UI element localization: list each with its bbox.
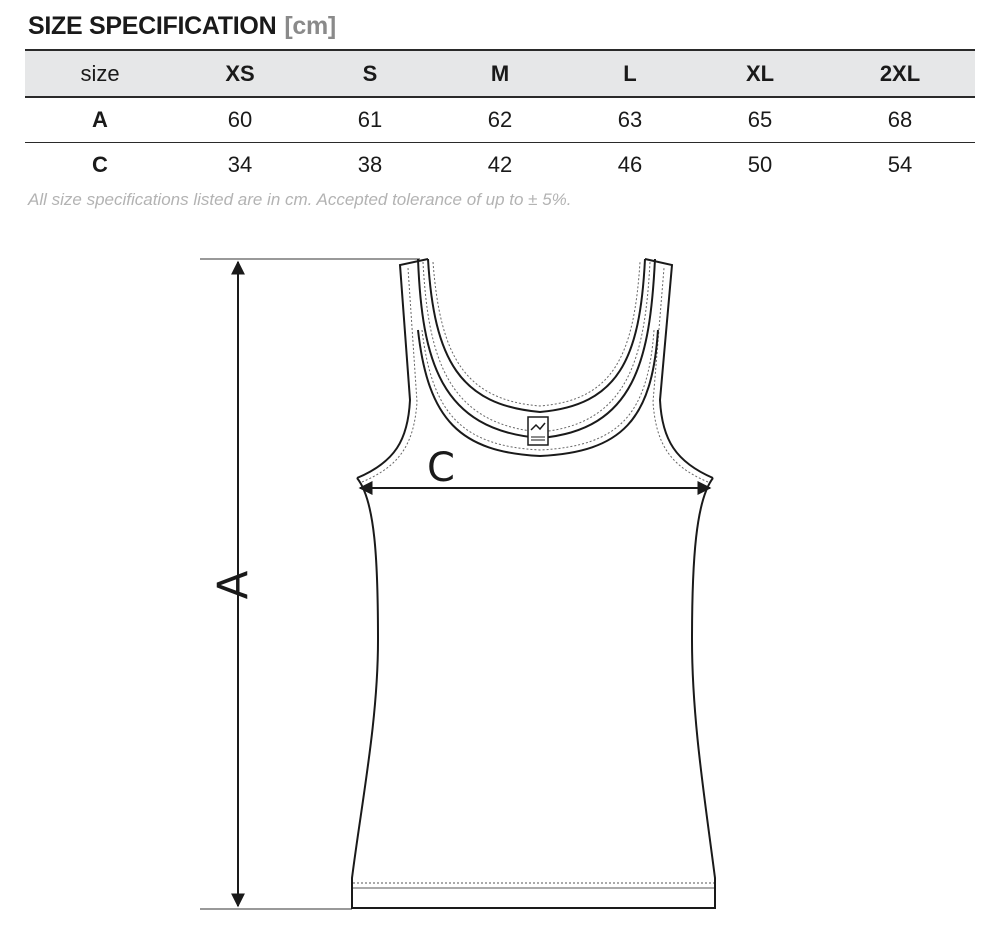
neck-label — [528, 417, 548, 445]
header-size-m: M — [435, 50, 565, 97]
header-size-xl: XL — [695, 50, 825, 97]
garment-body-outline — [352, 478, 715, 908]
table-cell: 50 — [747, 152, 773, 177]
table-cell: 54 — [887, 152, 913, 177]
table-cell: 34 — [227, 152, 253, 177]
chest-width-label: C — [427, 445, 455, 491]
title-unit: [cm] — [284, 12, 336, 40]
left-strap-outer — [357, 259, 428, 478]
length-label: A — [208, 570, 258, 600]
table-cell: 68 — [825, 97, 975, 143]
table-cell: 46 — [617, 152, 643, 177]
row-label-c: C — [92, 152, 108, 177]
header-size-xs: XS — [175, 50, 305, 97]
tolerance-note: All size specifications listed are in cm. Accepted tolerance of up to ± 5%. — [28, 190, 572, 209]
back-neckline — [428, 259, 645, 412]
title-main: SIZE SPECIFICATION — [28, 12, 277, 40]
table-cell: 63 — [565, 97, 695, 143]
header-size-l: L — [565, 50, 695, 97]
table-cell: 61 — [305, 97, 435, 143]
right-strap-outer — [645, 259, 713, 478]
table-cell: 60 — [175, 97, 305, 143]
header-size-2xl: 2XL — [825, 50, 975, 97]
table-cell: 65 — [695, 97, 825, 143]
header-size-label: size — [25, 50, 175, 97]
table-cell: 42 — [487, 152, 513, 177]
table-cell: 62 — [435, 97, 565, 143]
row-label-a: A — [25, 97, 175, 143]
table-cell: 38 — [357, 152, 383, 177]
header-size-s: S — [305, 50, 435, 97]
